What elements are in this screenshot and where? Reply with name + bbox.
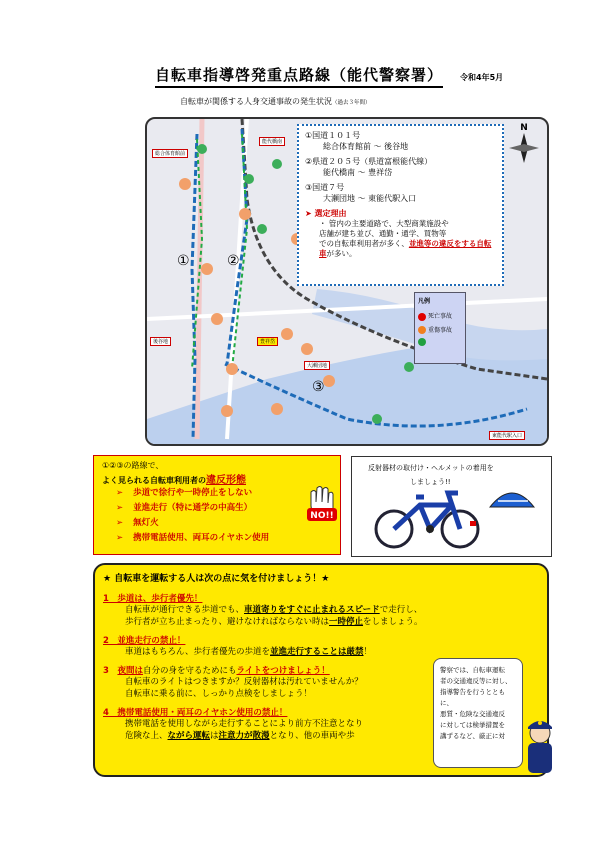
notice-line: 者の交通違反等に対し、 <box>440 677 512 685</box>
legend-serious <box>418 325 462 335</box>
routes-info-box <box>297 124 504 286</box>
route-3-section: 大瀬団地 ～ 東能代駅入口 <box>323 194 417 203</box>
rule-1-heading <box>103 592 539 604</box>
rule-emph: 車道寄りをすぐに止まれるスピード <box>244 605 380 615</box>
rule-emph: 並進走行することは厳禁 <box>270 647 364 657</box>
route-3-title: ③国道７号 <box>305 183 345 192</box>
rule-4-heading-text: 4 携帯電話使用・両耳のイヤホン使用の禁止！ <box>103 708 288 718</box>
arrow-icon: ➢ <box>116 533 124 543</box>
notice-line: 講ずるなど、厳正に対 <box>440 732 505 740</box>
rule-text: で走行し、 <box>379 605 423 615</box>
legend-title: 凡例 <box>418 298 431 305</box>
rule-text: は <box>210 731 219 741</box>
serious-dot-icon <box>418 326 426 334</box>
bike-text2: しましょう!! <box>410 478 451 486</box>
violation-item-text: 歩道で徐行や一時停止をしない <box>133 488 253 498</box>
rule-text: 自転車に乗る前に、しっかり点検をしましょう！ <box>125 689 313 699</box>
compass-icon <box>509 133 539 163</box>
route-1-section: 総合体育館前 ～ 後谷地 <box>323 142 409 151</box>
notice-line: に対しては検挙措置を <box>440 721 505 729</box>
rule-3-light: ライトをつけましょう！ <box>236 666 330 676</box>
route-2-title: ②県道２０５号（県道富根能代線） <box>305 157 433 166</box>
rule-1 <box>103 592 539 628</box>
map-label: 後谷地 <box>150 337 171 346</box>
arrow-icon: ➢ <box>116 488 124 498</box>
subtitle-text: 自転車が関係する人身交通事故の発生状況 <box>180 97 332 106</box>
page-title: 自転車指導啓発重点路線（能代警察署） <box>155 64 443 88</box>
minor-dot-icon <box>418 338 426 346</box>
route-1-title: ①国道１０１号 <box>305 131 361 140</box>
arrow-icon: ➢ <box>116 503 124 513</box>
violation-item-text: 携帯電話使用、両耳のイヤホン使用 <box>133 533 270 543</box>
rule-1-heading-text: 1 歩道は、歩行者優先！ <box>103 594 203 604</box>
police-notice <box>433 658 523 768</box>
compass <box>508 123 540 165</box>
legend-fatal-label: 死亡事故 <box>428 313 453 320</box>
map-label: 能代橋南 <box>259 137 285 146</box>
rule-1-body <box>103 604 539 628</box>
map-label: 東能代駅入口 <box>489 431 525 440</box>
violation-box <box>93 455 341 555</box>
reason-highlight: 並進等の違反をする自転車 <box>319 239 492 258</box>
bike-text1: 反射器材の取付け・ヘルメットの着用を <box>368 464 494 472</box>
violation-intro1: ①②③の路線で、 <box>102 461 164 470</box>
reason-heading: ➤ 選定理由 <box>305 209 347 218</box>
violation-type-label: 違反形態 <box>206 475 246 486</box>
route-1-info <box>305 130 496 152</box>
rule-text: 歩行者が立ち止まったり、避けなければならない時は <box>125 617 330 627</box>
rule-3-num: 3 <box>103 666 109 676</box>
rule-emph: 注意力が散漫 <box>218 731 270 741</box>
compass-n: N <box>520 123 528 133</box>
violation-item <box>102 501 332 516</box>
police-officer-icon <box>520 715 560 779</box>
rule-2-heading <box>103 634 539 646</box>
rule-text: 携帯電話を使用しながら走行することにより前方不注意となり <box>125 719 364 729</box>
subtitle-note: （過去３年間） <box>332 100 371 106</box>
route-2-info <box>305 156 496 178</box>
rule-text: 自転車が通行できる歩道でも、 <box>125 605 245 615</box>
reason-line: での自転車利用者が多く、 <box>319 239 409 248</box>
route-number: ③ <box>312 379 325 395</box>
route-number: ① <box>177 253 190 269</box>
notice-line: 警察では、自転車運転 <box>440 666 505 674</box>
rule-text: をしましょう。 <box>363 617 423 627</box>
route-3-info <box>305 182 496 204</box>
route-2-section: 能代橋南 ～ 豊祥岱 <box>323 168 393 177</box>
issue-date: 令和4年5月 <box>460 73 504 82</box>
route-number: ② <box>227 253 240 269</box>
no-sign-text: NO!! <box>310 511 334 521</box>
violation-intro2 <box>102 471 332 486</box>
rules-heading: ★ 自転車を運転する人は次の点に気を付けましょう！★ <box>103 574 330 584</box>
violation-item-text: 並進走行（特に通学の中高生） <box>133 503 253 513</box>
notice-line: 指導警告を行うとともに、 <box>440 688 505 707</box>
rule-3-mid: 自分の身を守るためにも <box>142 666 237 676</box>
bike-safety-box <box>351 456 552 557</box>
helmet-icon <box>490 493 534 507</box>
map-label: 大瀬団地 <box>304 361 330 370</box>
rule-text: ！ <box>363 647 373 657</box>
rule-2 <box>103 634 539 658</box>
fatal-dot-icon <box>418 313 426 321</box>
reason-line: が多い。 <box>326 249 357 258</box>
rule-text: 危険な上、 <box>125 731 168 741</box>
map-label: 総合体育館前 <box>152 149 188 158</box>
arrow-icon: ➢ <box>116 518 124 528</box>
legend-fatal <box>418 311 462 321</box>
notice-line: 悪質・危険な交通違反 <box>440 710 505 718</box>
legend-serious-label: 重傷事故 <box>428 326 453 334</box>
rule-3-u: 夜間は <box>117 666 143 676</box>
reason-line: ・ 管内の主要道路で、大型商業施設や <box>319 219 449 228</box>
rule-text: 自転車のライトはつきますか？反射器材は汚れていませんか？ <box>125 677 363 687</box>
violation-item <box>102 531 332 546</box>
reason-line: 店舗が建ち並び、通勤・通学、買物等 <box>319 229 447 238</box>
violation-item-text: 無灯火 <box>133 518 159 528</box>
rule-emph: 一時停止 <box>329 617 364 627</box>
rule-text: となり、他の車両や歩 <box>269 731 355 741</box>
map-label: 豊祥岱 <box>257 337 278 346</box>
page-subtitle <box>180 96 371 107</box>
violation-intro2-text: よく見られる自転車利用者の <box>102 476 206 485</box>
no-hand-icon <box>305 484 339 524</box>
violation-item <box>102 516 332 531</box>
legend-minor <box>418 338 462 346</box>
rule-emph: ながら運転 <box>167 731 211 741</box>
map-legend <box>414 292 466 364</box>
rule-2-heading-text: 2 並進走行の禁止！ <box>103 636 186 646</box>
rule-2-body <box>103 646 539 658</box>
reason-text <box>305 219 496 259</box>
violation-item <box>102 486 332 501</box>
rule-text: 車道はもちろん、歩行者優先の歩道を <box>125 647 271 657</box>
